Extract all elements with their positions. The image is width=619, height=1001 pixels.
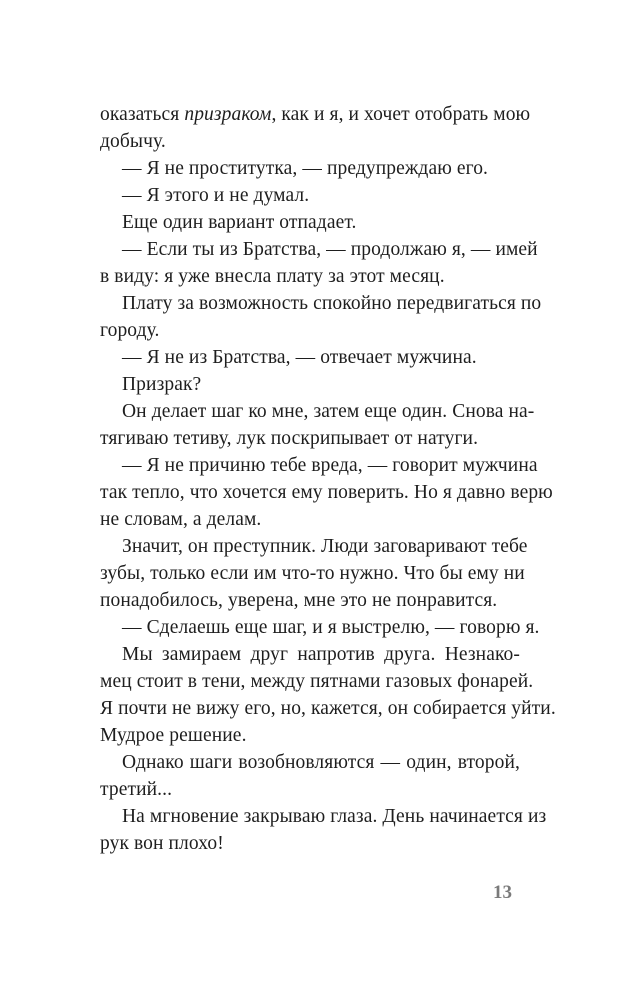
text-line: Призрак? — [122, 374, 202, 395]
text-line: Я почти не вижу его, но, кажется, он собирается уйти. — [100, 698, 556, 719]
text-line: — Если ты из Братства, — продолжаю я, — имей — [122, 239, 538, 260]
text-line: не словам, а делам. — [100, 509, 262, 530]
text-line: в виду: я уже внесла плату за этот месяц. — [100, 266, 445, 287]
text-line: Однако шаги возобновляются — один, второй, — [122, 752, 520, 773]
text-line: — Сделаешь еще шаг, и я выстрелю, — говорю я. — [122, 617, 540, 638]
text-line: так тепло, что хочется ему поверить. Но я давно верю — [100, 482, 553, 503]
text-line: — Я не причиню тебе вреда, — говорит мужчина — [122, 455, 538, 476]
page-number: 13 — [493, 882, 512, 903]
text-line: Мудрое решение. — [100, 725, 247, 746]
text-line: — Я не проститутка, — предупреждаю его. — [122, 158, 489, 179]
text-fragment: оказаться — [100, 104, 185, 125]
text-line: рук вон плохо! — [100, 833, 224, 854]
text-line: городу. — [100, 320, 160, 341]
text-line: — Я не из Братства, — отвечает мужчина. — [122, 347, 477, 368]
text-line: Он делает шаг ко мне, затем еще один. Снова на- — [122, 401, 535, 422]
text-line: понадобилось, уверена, мне это не понравится. — [100, 590, 498, 611]
text-line: третий... — [100, 779, 173, 800]
text-line: Мы замираем друг напротив друга. Незнако- — [122, 644, 520, 665]
text-line: На мгновение закрываю глаза. День начинается из — [122, 806, 547, 827]
text-line: добычу. — [100, 131, 166, 152]
text-line: Еще один вариант отпадает. — [122, 212, 357, 233]
text-line — [100, 103, 531, 127]
text-line: — Я этого и не думал. — [122, 185, 310, 206]
text-line: тягиваю тетиву, лук поскрипывает от натуги. — [100, 428, 479, 449]
text-line: зубы, только если им что-то нужно. Что бы ему ни — [100, 563, 525, 584]
text-line: Плату за возможность спокойно передвигаться по — [122, 293, 542, 314]
text-line: мец стоит в тени, между пятнами газовых фонарей. — [100, 671, 534, 692]
italic-word: призраком — [184, 104, 272, 125]
text-fragment: , как и я, и хочет отобрать мою — [271, 104, 531, 125]
text-line: Значит, он преступник. Люди заговаривают тебе — [122, 536, 528, 557]
